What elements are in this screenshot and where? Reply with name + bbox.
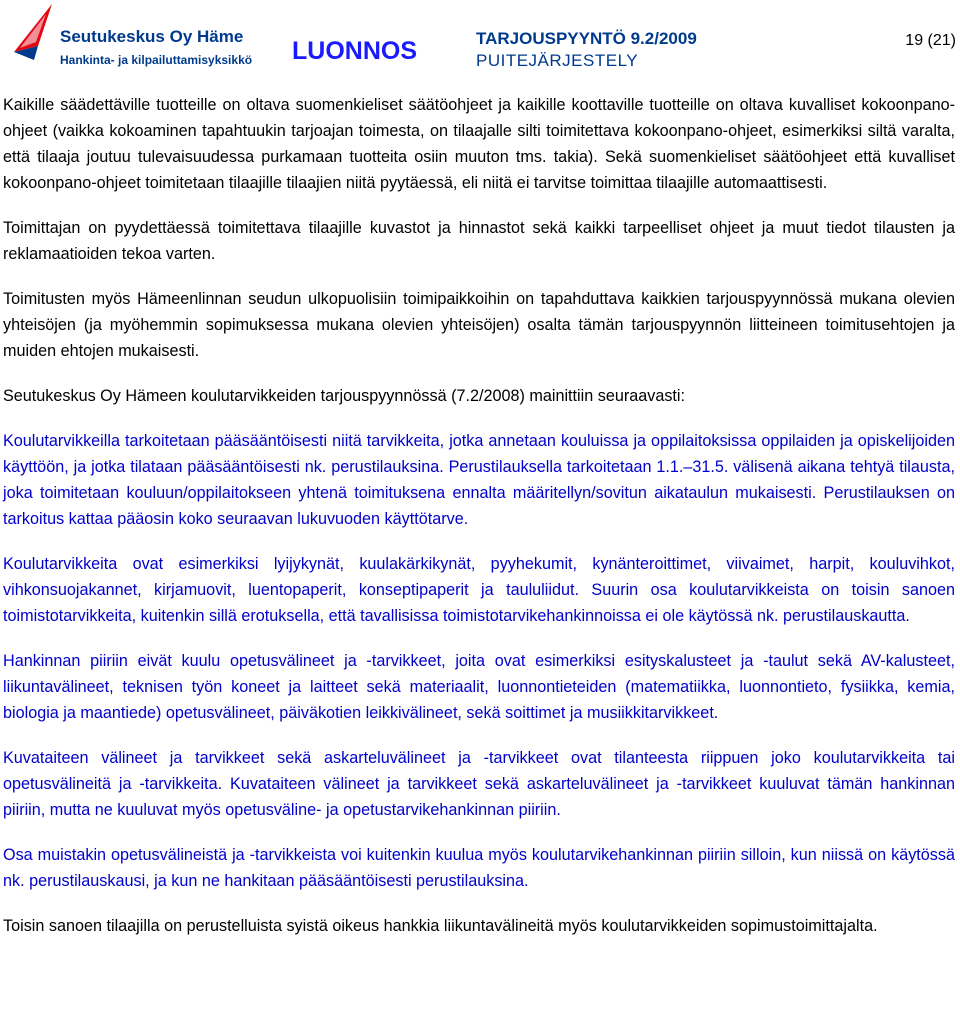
quoted-paragraph-examples: Koulutarvikkeita ovat esimerkiksi lyijykynät, kuulakärkikynät, pyyhekumit, kynänteroittimet, viivaimet, harpit, kouluvihkot, vihkonsuojakannet, kirjamuovit, luentopaperit, konseptipaperit ja taululiidut. Suurin osa koulutarvikkeista on toisin sanoen toimistotarvikkeita, kuitenkin sillä erotuksella, että tavallisissa toimistotarvikehankinnoissa ei ole käytössä nk. perustilauskautta. <box>3 555 955 625</box>
quoted-paragraph-art-supplies: Kuvataiteen välineet ja tarvikkeet sekä askarteluvälineet ja -tarvikkeet ovat tilanteesta riippuen joko koulutarvikkeita tai opetusvälineitä ja -tarvikkeita. Kuvataiteen välineet ja tarvikkeet sekä askarteluvälineet ja -tarvikkeet kuuluvat tämän hankinnan piiriin, mutta ne kuuluvat myös opetusväline- ja opetustarvikehankinnan piiriin. <box>3 749 955 819</box>
company-logo-icon <box>8 2 58 66</box>
quoted-paragraph-definition: Koulutarvikkeilla tarkoitetaan pääsääntöisesti niitä tarvikkeita, jotka annetaan kouluissa ja oppilaitoksissa oppilaiden ja opiskelijoiden käyttöön, ja jotka tilataan pääsääntöisesti nk. perustilauksina. Perustilauksella tarkoitetaan 1.1.–31.5. välisenä aikana tehtyä tilausta, joka toimitetaan kouluun/oppilaitokseen yhtenä toimituksena ennalta määritellyn/sovitun aikataulun mukaisesti. Perustilauksen on tarkoitus kattaa pääosin koko seuraavan lukuvuoden käyttötarve. <box>3 432 955 528</box>
company-unit: Hankinta- ja kilpailuttamisyksikkö <box>60 53 253 67</box>
paragraph-sports-equipment: Toisin sanoen tilaajilla on perustelluista syistä oikeus hankkia liikuntavälineitä myös koulutarvikkeiden sopimustoimittajalta. <box>3 917 878 935</box>
company-name: Seutukeskus Oy Häme <box>60 27 244 46</box>
document-subtitle: PUITEJÄRJESTELY <box>476 51 639 70</box>
quoted-paragraph-exclusions: Hankinnan piiriin eivät kuulu opetusvälineet ja -tarvikkeet, joita ovat esimerkiksi esityskalusteet ja -taulut sekä AV-kalusteet, liikuntavälineet, teknisen työn koneet ja laitteet sekä materiaalit, luonnontieteiden (matematiikka, luonnontieto, fysiikka, kemia, biologia ja maantiede) opetusvälineet, päiväkotien leikkivälineet, sekä soittimet ja musiikkitarvikkeet. <box>3 652 955 722</box>
quoted-paragraph-other-supplies: Osa muistakin opetusvälineistä ja -tarvikkeista voi kuitenkin kuulua myös koulutarvikehankinnan piiriin silloin, kun niissä on käytössä nk. perustilauskausi, ja kun ne hankitaan pääsääntöisesti perustilauksina. <box>3 846 955 890</box>
paragraph-quote-intro: Seutukeskus Oy Hämeen koulutarvikkeiden tarjouspyynnössä (7.2/2008) mainittiin seuraavasti: <box>3 387 686 405</box>
paragraph-deliveries: Toimitusten myös Hämeenlinnan seudun ulkopuolisiin toimipaikkoihin on tapahduttava kaikkien tarjouspyynnössä mukana olevien yhteisöjen (ja myöhemmin sopimuksessa mukana olevien yhteisöjen) osalta tämän tarjouspyynnön liitteineen toimitusehtojen ja muiden ehtojen mukaisesti. <box>3 290 955 360</box>
page-header <box>0 0 960 78</box>
page-number: 19 (21) <box>905 32 956 49</box>
paragraph-instructions: Kaikille säädettäville tuotteille on oltava suomenkieliset säätöohjeet ja kaikille koottaville tuotteille on oltava kuvalliset kokoonpano-ohjeet (vaikka kokoaminen tapahtuukin tarjoajan toimesta, on tilaajalle silti toimitettava kokoonpano-ohjeet, esimerkiksi siltä varalta, että tilaaja joutuu tulevaisuudessa purkamaan tuotteita osiin muuton tms. takia). Sekä suomenkieliset säätöohjeet että kuvalliset kokoonpano-ohjeet toimitetaan tilaajille tilaajien niitä pyytäessä, eli niitä ei tarvitse toimittaa tilaajille automaattisesti. <box>3 96 955 192</box>
paragraph-catalogues: Toimittajan on pyydettäessä toimitettava tilaajille kuvastot ja hinnastot sekä kaikki tarpeelliset ohjeet ja muut tiedot tilausten ja reklamaatioiden tekoa varten. <box>3 219 955 263</box>
document-title: TARJOUSPYYNTÖ 9.2/2009 <box>476 29 697 48</box>
draft-label: LUONNOS <box>292 37 417 65</box>
document-body <box>3 92 955 939</box>
